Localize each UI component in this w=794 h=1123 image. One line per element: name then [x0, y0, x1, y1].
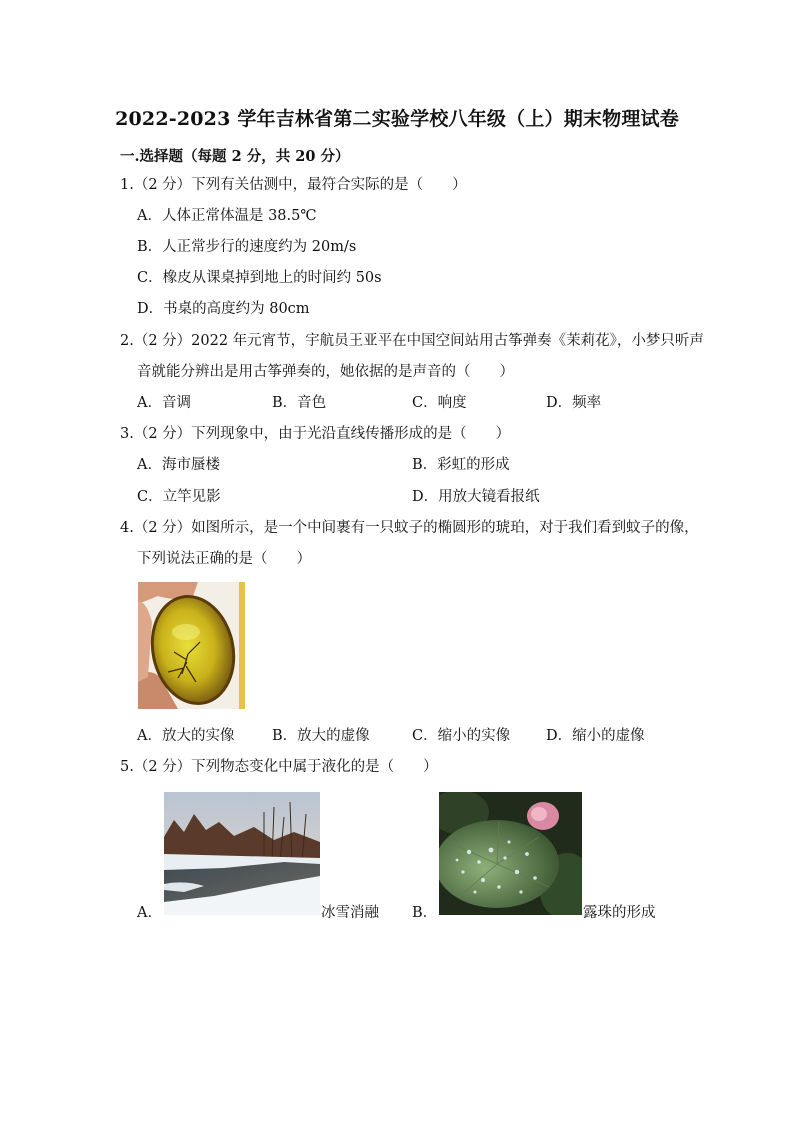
question-3-option-b: B．彩虹的形成	[412, 457, 510, 473]
question-4-option-a: A．放大的实像	[137, 728, 235, 744]
question-4-option-b: B．放大的虚像	[272, 728, 370, 744]
question-1-option-a: A．人体正常体温是 38.5℃	[137, 208, 317, 224]
question-3-option-d: D．用放大镜看报纸	[412, 489, 540, 505]
question-5-option-a-caption: 冰雪消融	[321, 905, 379, 921]
question-3-stem: 3.（2 分）下列现象中，由于光沿直线传播形成的是（ ）	[120, 426, 511, 442]
snow-melting-image	[164, 792, 320, 915]
question-2-option-c: C．响度	[412, 395, 467, 411]
question-2-stem-line-1: 2.（2 分）2022 年元宵节，宇航员王亚平在中国空间站用古筝弹奏《茉莉花》，小梦只听声	[120, 333, 704, 349]
question-1-option-d: D．书桌的高度约为 80cm	[137, 301, 310, 317]
question-3-option-a: A．海市蜃楼	[137, 457, 220, 473]
question-2-option-d: D．频率	[546, 395, 602, 411]
question-1-option-c: C．橡皮从课桌掉到地上的时间约 50s	[137, 270, 382, 286]
question-4-stem-line-1: 4.（2 分）如图所示，是一个中间裹有一只蚊子的椭圆形的琥珀，对于我们看到蚊子的像，	[120, 520, 699, 536]
question-3-option-c: C．立竿见影	[137, 489, 221, 505]
question-5-option-a-label: A．	[137, 905, 162, 921]
question-4-stem-line-2: 下列说法正确的是（ ）	[137, 551, 311, 567]
question-4-option-c: C．缩小的实像	[412, 728, 511, 744]
page-title: 2022-2023 学年吉林省第二实验学校八年级（上）期末物理试卷	[115, 108, 679, 130]
amber-mosquito-image	[138, 582, 245, 709]
question-5-stem: 5.（2 分）下列物态变化中属于液化的是（ ）	[120, 759, 438, 775]
question-1-option-b: B．人正常步行的速度约为 20m/s	[137, 239, 357, 255]
question-1-stem: 1.（2 分）下列有关估测中，最符合实际的是（ ）	[120, 177, 467, 193]
question-2-option-a: A．音调	[137, 395, 191, 411]
question-2-stem-line-2: 音就能分辨出是用古筝弹奏的，她依据的是声音的（ ）	[137, 364, 514, 380]
question-5-option-b-label: B．	[412, 905, 438, 921]
section-heading: 一.选择题（每题 2 分，共 20 分）	[120, 148, 350, 165]
question-4-option-d: D．缩小的虚像	[546, 728, 645, 744]
question-2-option-b: B．音色	[272, 395, 327, 411]
dew-drops-image	[439, 792, 582, 915]
question-5-option-b-caption: 露珠的形成	[583, 905, 656, 921]
